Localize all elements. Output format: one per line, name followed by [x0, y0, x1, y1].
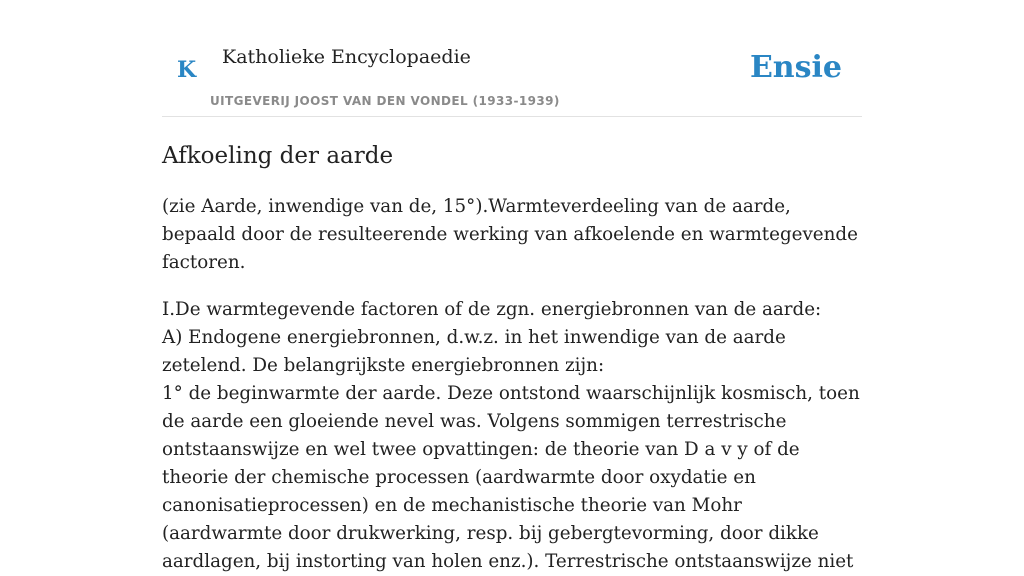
site-header: [162, 0, 862, 117]
ensie-logo-link[interactable]: Ensie: [749, 50, 842, 85]
article-line: I.De warmtegevende factoren of de zgn. energiebronnen van de aarde:: [162, 299, 822, 320]
article-line: A) Endogene energiebronnen, d.w.z. in het inwendige van de aarde zetelend. De belangrijkste energiebronnen zijn:: [162, 327, 786, 376]
logo-icon[interactable]: K: [177, 57, 197, 83]
article-paragraph: (zie Aarde, inwendige van de, 15°).Warmteverdeeling van de aarde, bepaald door de resulteerende werking van afkoelende en warmtegevende factoren.: [162, 196, 858, 273]
article-title: Afkoeling der aarde: [162, 143, 394, 169]
publisher-label: UITGEVERIJ JOOST VAN DEN VONDEL (1933-1939): [210, 94, 560, 108]
article-line: 1° de beginwarmte der aarde. Deze ontstond waarschijnlijk kosmisch, toen de aarde een gloeiende nevel was. Volgens sommigen terrestrische ontstaanswijze en wel twee opvattingen: de theorie van D a v y of de theorie der chemische processen (aardwarmte door oxydatie en canonisatieprocessen) en de mechanistische theorie van Mohr (aardwarmte door drukwerking, resp. bij gebergtevorming, door dikke aardlagen, bij instorting van holen enz.). Terrestrische ontstaanswijze niet: [162, 383, 860, 572]
site-title-link[interactable]: Katholieke Encyclopaedie: [222, 46, 471, 68]
article-paragraph: [162, 296, 862, 576]
page: [162, 0, 862, 576]
